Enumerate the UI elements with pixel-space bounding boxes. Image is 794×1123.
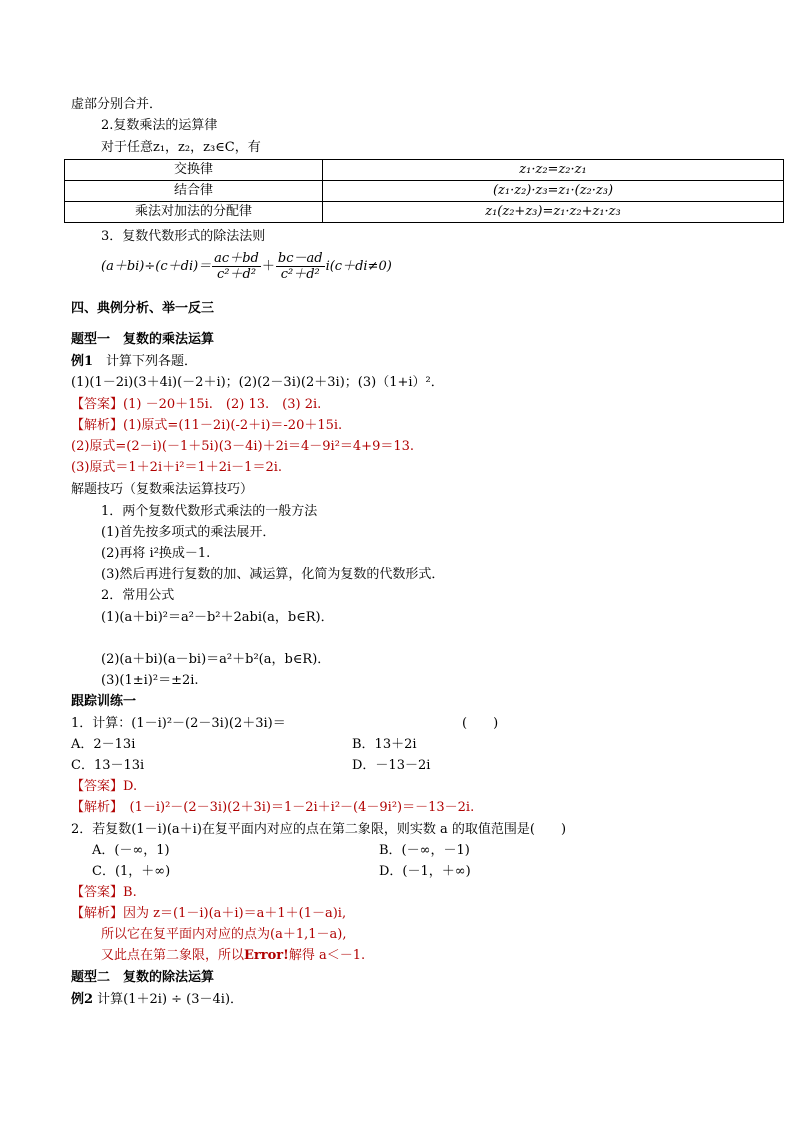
multiplication-law-table (64, 159, 784, 223)
type-heading: 题型一 复数的乘法运算 (71, 332, 215, 347)
fraction-denominator: c²＋d² (217, 267, 257, 282)
example-text: 计算下列各题． (93, 354, 198, 369)
answer-tag: 【答案】 (71, 885, 124, 900)
tips-title: 解题技巧（复数乘法运算技巧） (71, 482, 254, 497)
tips-line: (1)首先按多项式的乘法展开． (101, 525, 276, 540)
option-b: B．(－∞，－1) (379, 843, 470, 858)
error-marker: Error! (244, 948, 289, 963)
law-name: 乘法对加法的分配律 (65, 202, 323, 223)
tips-line: 2．常用公式 (101, 588, 175, 603)
solution-line (71, 799, 474, 817)
solution-tag: 【解析】 (71, 906, 124, 921)
section-heading: 四、典例分析、举一反三 (71, 301, 215, 316)
tips-line: (2)再将 i²换成－1. (101, 546, 211, 561)
solution-text: 因为 z＝(1－i)(a＋i)＝a＋1＋(1－a)i, (123, 906, 347, 921)
answer-blank: ( ) (462, 716, 499, 731)
plus-sign: ＋ (261, 259, 275, 274)
formula-line: (1)(a＋bi)²＝a²－b²＋2abi(a，b∈R)． (101, 610, 334, 625)
table-row (65, 181, 784, 202)
fraction-numerator: ac＋bd (214, 251, 259, 266)
text-line: 对于任意z₁，z₂，z₃∈C，有 (101, 140, 261, 155)
solution-line: (3)原式＝1＋2i＋i²＝1＋2i－1＝2i. (71, 460, 283, 475)
solution-line (101, 947, 365, 965)
tips-line: 1．两个复数代数形式乘法的一般方法 (101, 504, 318, 519)
law-formula: (z₁·z₂)·z₃=z₁·(z₂·z₃) (323, 181, 784, 202)
law-name: 交换律 (65, 160, 323, 181)
answer-line (71, 884, 137, 902)
option-c: C．13－13i (71, 758, 145, 773)
fraction-numerator: bc－ad (277, 251, 323, 266)
example-label: 例2 (71, 992, 94, 1007)
option-d: D．－13－2i (352, 758, 431, 773)
answer-line (71, 396, 321, 414)
tips-line: (3)然后再进行复数的加、减运算，化简为复数的代数形式． (101, 567, 445, 582)
formula-tail: i(c＋di≠0) (325, 259, 392, 274)
subheading-division-rule: 3．复数代数形式的除法法则 (101, 229, 266, 244)
option-a: A．2－13i (71, 737, 136, 752)
answer-tag: 【答案】 (71, 779, 124, 794)
fraction-denominator: c²＋d² (280, 267, 320, 282)
option-a: A．(－∞，1) (92, 843, 170, 858)
example-problems: (1)(1－2i)(3＋4i)(－2＋i)；(2)(2－3i)(2＋3i)；(3)（1+i）²． (71, 375, 444, 390)
table-row (65, 202, 784, 223)
type-heading: 题型二 复数的除法运算 (71, 970, 215, 985)
solution-line (71, 417, 342, 435)
law-formula: z₁·z₂=z₂·z₁ (323, 160, 784, 181)
text-line: 虚部分别合并． (71, 97, 163, 112)
practice-title: 跟踪训练一 (71, 694, 137, 709)
table-row (65, 160, 784, 181)
example-title (71, 991, 243, 1009)
solution-line: (2)原式=(2－i)(－1＋5i)(3－4i)＋2i＝4－9i²＝4+9＝13. (71, 439, 415, 454)
fraction (212, 251, 261, 282)
example-title (71, 353, 197, 371)
solution-text: 解得 a＜－1. (288, 948, 366, 963)
question: 2．若复数(1－i)(a＋i)在复平面内对应的点在第二象限，则实数 a 的取值范围是( ) (71, 822, 567, 837)
law-name: 结合律 (65, 181, 323, 202)
solution-tag: 【解析】 (71, 800, 117, 815)
formula-lhs: (a＋bi)÷(c＋di)＝ (101, 259, 212, 274)
answer-text: B. (123, 885, 137, 900)
solution-text: (1)原式=(11－2i)(-2＋i)＝-20＋15i. (123, 418, 343, 433)
solution-text: 又此点在第二象限，所以 (101, 948, 245, 963)
division-formula (101, 250, 392, 284)
answer-line (71, 778, 137, 796)
formula-line: (3)(1±i)²＝±2i. (101, 673, 199, 688)
solution-text: (1－i)²－(2－3i)(2＋3i)＝1－2i＋i²－(4－9i²)＝－13－2i. (116, 800, 475, 815)
answer-text: (1) －20＋15i. (2) 13. (3) 2i. (123, 397, 322, 412)
example-text: 计算(1＋2i) ÷ (3－4i)． (93, 992, 244, 1007)
question: 1．计算：(1－i)²－(2－3i)(2＋3i)＝ (71, 716, 286, 731)
option-b: B．13＋2i (352, 737, 417, 752)
solution-line (71, 905, 346, 923)
option-d: D．(－1，＋∞) (379, 864, 471, 879)
subheading-multiplication-laws: 2.复数乘法的运算律 (101, 118, 218, 133)
option-c: C．(1，＋∞) (92, 864, 171, 879)
solution-line: 所以它在复平面内对应的点为(a＋1,1－a), (101, 927, 347, 942)
answer-text: D. (123, 779, 138, 794)
fraction (276, 251, 325, 282)
formula-line: (2)(a＋bi)(a－bi)＝a²＋b²(a，b∈R)． (101, 652, 331, 667)
answer-tag: 【答案】 (71, 397, 124, 412)
example-label: 例1 (71, 354, 94, 369)
law-formula: z₁(z₂+z₃)=z₁·z₂+z₁·z₃ (323, 202, 784, 223)
solution-tag: 【解析】 (71, 418, 124, 433)
